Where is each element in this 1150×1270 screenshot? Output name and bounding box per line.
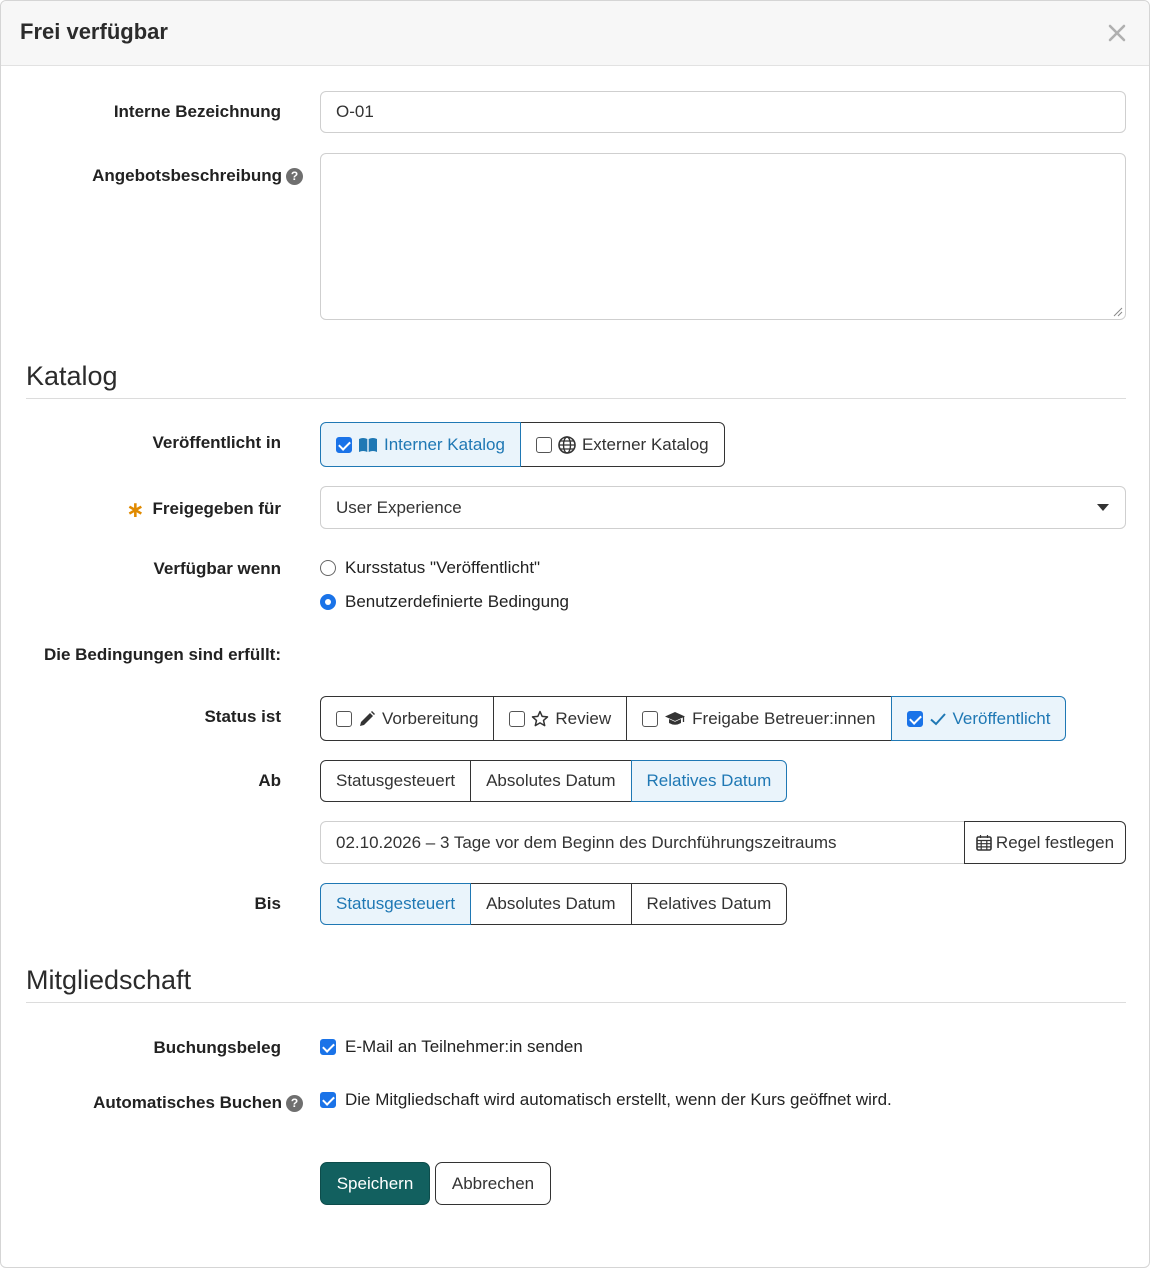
dialog-header: [1, 1, 1149, 66]
course-status-radio[interactable]: [320, 560, 336, 576]
description-label-text: Angebotsbeschreibung: [92, 166, 282, 185]
external-catalog-label: Externer Katalog: [581, 434, 709, 454]
membership-section-title: Mitgliedschaft: [26, 965, 1126, 1003]
until-mode-absolute[interactable]: Absolutes Datum: [470, 883, 631, 925]
auto-booking-option[interactable]: [320, 1090, 892, 1110]
released-for-select[interactable]: [320, 486, 1126, 529]
internal-name-input[interactable]: [320, 91, 1126, 133]
released-for-label-text: Freigegeben für: [152, 499, 281, 518]
calendar-icon: [976, 834, 992, 851]
auto-booking-label-text: Automatisches Buchen: [93, 1093, 282, 1112]
auto-booking-label: [93, 1093, 303, 1113]
graduation-cap-icon: [664, 711, 686, 727]
globe-icon: [558, 436, 576, 454]
pencil-icon: [358, 710, 376, 728]
status-review-label: Review: [555, 708, 612, 728]
status-toggle-preparation[interactable]: [320, 696, 494, 741]
status-preparation-label: Vorbereitung: [382, 708, 479, 728]
published-in-label: Veröffentlicht in: [152, 433, 281, 452]
until-mode-group: [320, 883, 787, 925]
booking-receipt-option[interactable]: [320, 1037, 583, 1057]
help-icon[interactable]: ?: [286, 168, 303, 185]
close-icon: [1107, 23, 1127, 43]
caret-down-icon: [1096, 503, 1110, 512]
conditions-heading: Die Bedingungen sind erfüllt:: [43, 645, 281, 664]
external-catalog-toggle[interactable]: [520, 422, 725, 467]
internal-catalog-label: Interner Katalog: [384, 434, 505, 454]
dialog-title: Frei verfügbar: [20, 19, 168, 44]
auto-booking-option-label: Die Mitgliedschaft wird automatisch erstellt, wenn der Kurs geöffnet wird.: [345, 1090, 892, 1109]
status-published-label: Veröffentlicht: [952, 708, 1051, 728]
book-open-icon: [358, 437, 378, 453]
description-label: [92, 166, 303, 186]
available-option-custom[interactable]: [320, 592, 569, 612]
released-for-value: User Experience: [336, 497, 462, 517]
from-mode-relative[interactable]: Relatives Datum: [631, 760, 788, 802]
status-coach-release-checkbox[interactable]: [642, 711, 658, 727]
from-mode-group: [320, 760, 787, 802]
status-toggle-coach-release[interactable]: [626, 696, 891, 741]
booking-receipt-checkbox[interactable]: [320, 1039, 336, 1055]
status-published-checkbox[interactable]: [907, 711, 923, 727]
status-toggle-published[interactable]: [891, 696, 1067, 741]
course-status-label: Kursstatus "Veröffentlicht": [345, 558, 541, 577]
external-catalog-checkbox[interactable]: [536, 437, 552, 453]
resize-handle-icon[interactable]: [1111, 305, 1123, 317]
status-preparation-checkbox[interactable]: [336, 711, 352, 727]
internal-catalog-checkbox[interactable]: [336, 437, 352, 453]
cancel-button[interactable]: Abbrechen: [435, 1162, 551, 1205]
from-rule-text: 02.10.2026 – 3 Tage vor dem Beginn des Durchführungszeitraums: [336, 832, 837, 852]
auto-booking-checkbox[interactable]: [320, 1092, 336, 1108]
description-textarea[interactable]: [320, 153, 1126, 320]
status-label: Status ist: [204, 707, 281, 726]
save-button[interactable]: Speichern: [320, 1162, 430, 1205]
internal-name-label: Interne Bezeichnung: [113, 102, 281, 121]
booking-receipt-label: Buchungsbeleg: [153, 1038, 281, 1057]
required-asterisk: ∗: [126, 497, 145, 522]
custom-condition-label: Benutzerdefinierte Bedingung: [345, 592, 569, 611]
until-label: Bis: [254, 894, 281, 913]
check-icon: [929, 711, 947, 727]
released-for-label: [126, 497, 281, 523]
from-mode-status[interactable]: Statusgesteuert: [320, 760, 471, 802]
catalog-section-title: Katalog: [26, 361, 1126, 399]
star-icon: [531, 710, 549, 728]
status-toggle-review[interactable]: [493, 696, 627, 741]
available-when-label: Verfügbar wenn: [153, 559, 281, 578]
status-review-checkbox[interactable]: [509, 711, 525, 727]
from-rule-display: [320, 821, 965, 864]
set-rule-label: Regel festlegen: [995, 832, 1115, 852]
until-mode-status[interactable]: Statusgesteuert: [320, 883, 471, 925]
close-button[interactable]: [1107, 17, 1131, 47]
custom-condition-radio[interactable]: [320, 594, 336, 610]
status-coach-release-label: Freigabe Betreuer:innen: [692, 708, 876, 728]
booking-receipt-option-label: E-Mail an Teilnehmer:in senden: [345, 1037, 583, 1056]
status-group: [320, 696, 1066, 741]
until-mode-relative[interactable]: Relatives Datum: [631, 883, 788, 925]
help-icon[interactable]: ?: [286, 1095, 303, 1112]
published-in-group: [320, 422, 725, 467]
from-label: Ab: [258, 771, 281, 790]
internal-name-value: O-01: [336, 102, 374, 121]
available-option-course-status[interactable]: [320, 558, 540, 578]
set-rule-button[interactable]: [964, 821, 1126, 864]
internal-catalog-toggle[interactable]: [320, 422, 521, 467]
from-mode-absolute[interactable]: Absolutes Datum: [470, 760, 631, 802]
